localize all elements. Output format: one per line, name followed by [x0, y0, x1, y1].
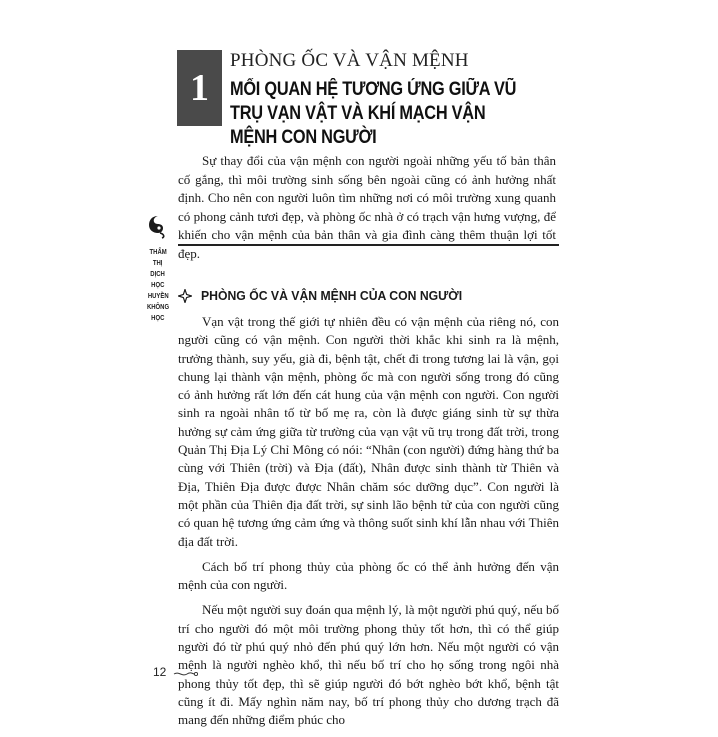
footer-ornament-icon: [173, 669, 199, 679]
side-title-word: HUYỀN: [147, 293, 169, 300]
intro-paragraph-block: [178, 152, 556, 263]
section-heading: [178, 288, 479, 303]
side-title-word: DỊCH: [150, 271, 166, 278]
side-title-word: HỌC: [151, 315, 165, 322]
chapter-number-box: [177, 50, 222, 126]
divider-rule: [178, 244, 559, 246]
body-paragraph: Nếu một người suy đoán qua mệnh lý, là một người phú quý, nếu bố trí cho người đó một môi trường phong thủy tốt hơn, thì có thể giúp người đó từ phú quý nhỏ đến phú quý lớn hơn. Nếu một người có vận mệnh là người nghèo khổ, thì nếu bố trí cho họ sống trong ngôi nhà phong thủy tốt đẹp, thì sẽ giúp người đó bớt nghèo bớt khổ, bệnh tật cũng ít đi. Mấy nghìn năm nay, bố trí phong thủy cho dương trạch đã mang đến những điểm phúc cho: [178, 602, 559, 728]
intro-paragraph: Sự thay đổi của vận mệnh con người ngoài những yếu tố bản thân cố gắng, thì môi trường sinh sống bên ngoài cũng có ảnh hưởng nhất định. Cho nên con người luôn tìm những nơi có môi trường xung quanh có phong cảnh tươi đẹp, và phòng ốc nhà ở có trạch vận hưng vượng, để khiến cho vận mệnh của bản thân và gia đình càng thêm thuận lợi tốt đẹp.: [178, 153, 556, 261]
body-text: [178, 313, 559, 737]
side-title-word: HỌC: [151, 282, 165, 289]
page-number: 12: [153, 665, 167, 679]
side-title-word: KHÔNG: [146, 304, 170, 311]
section-heading-text: PHÒNG ỐC VÀ VẬN MỆNH CỦA CON NGƯỜI: [201, 288, 463, 303]
vertical-book-title: [146, 247, 170, 324]
yin-yang-icon: [148, 215, 168, 239]
body-paragraph: Vạn vật trong thế giới tự nhiên đều có vận mệnh của riêng nó, con người cũng có vận mệnh. Con người thời khắc khi sinh ra là mệnh, trưởng thành, suy yếu, già đi, bệnh tật, chết đi trong tương lai là vận, gọi chung lại thành vận mệnh, phòng ốc mà con người sống trong đó cũng có ảnh hưởng rất lớn đến cát hung của vận mệnh con người. Con người sinh ra ngoài nhân tố từ bố mẹ ra, còn là được giáng sinh từ sự thừa hưởng sự cảm ứng giữa từ trường của vạn vật vũ trụ trong đất trời, trong Quản Thị Địa Lý Chỉ Mông có nói: “Nhân (con người) đứng hàng thứ ba cùng với Thiên (trời) và Địa (đất), Nhân được sinh thành từ Thiên và Địa, Thiên Địa được được Nhân chăm sóc dưỡng dục”. Con người là một phần của Thiên địa đất trời, sự sinh lão bệnh tử của con người cũng có quan hệ tương ứng cảm ứng và thông suốt sinh khí lẫn nhau với Thiên địa đất trời.: [178, 314, 559, 549]
chapter-title: MỐI QUAN HỆ TƯƠNG ỨNG GIỮA VŨ TRỤ VẠN VẬT VÀ KHÍ MẠCH VẬN MỆNH CON NGƯỜI: [230, 79, 517, 148]
side-title-word: THỊ: [153, 260, 163, 267]
body-paragraph: Cách bố trí phong thủy của phòng ốc có thể ảnh hưởng đến vận mệnh của con người.: [178, 558, 559, 593]
chapter-kicker: PHÒNG ỐC VÀ VẬN MỆNH: [230, 50, 469, 71]
chapter-number: 1: [190, 67, 209, 109]
side-title-word: THẨM: [149, 249, 167, 256]
diamond-icon: [178, 289, 192, 303]
